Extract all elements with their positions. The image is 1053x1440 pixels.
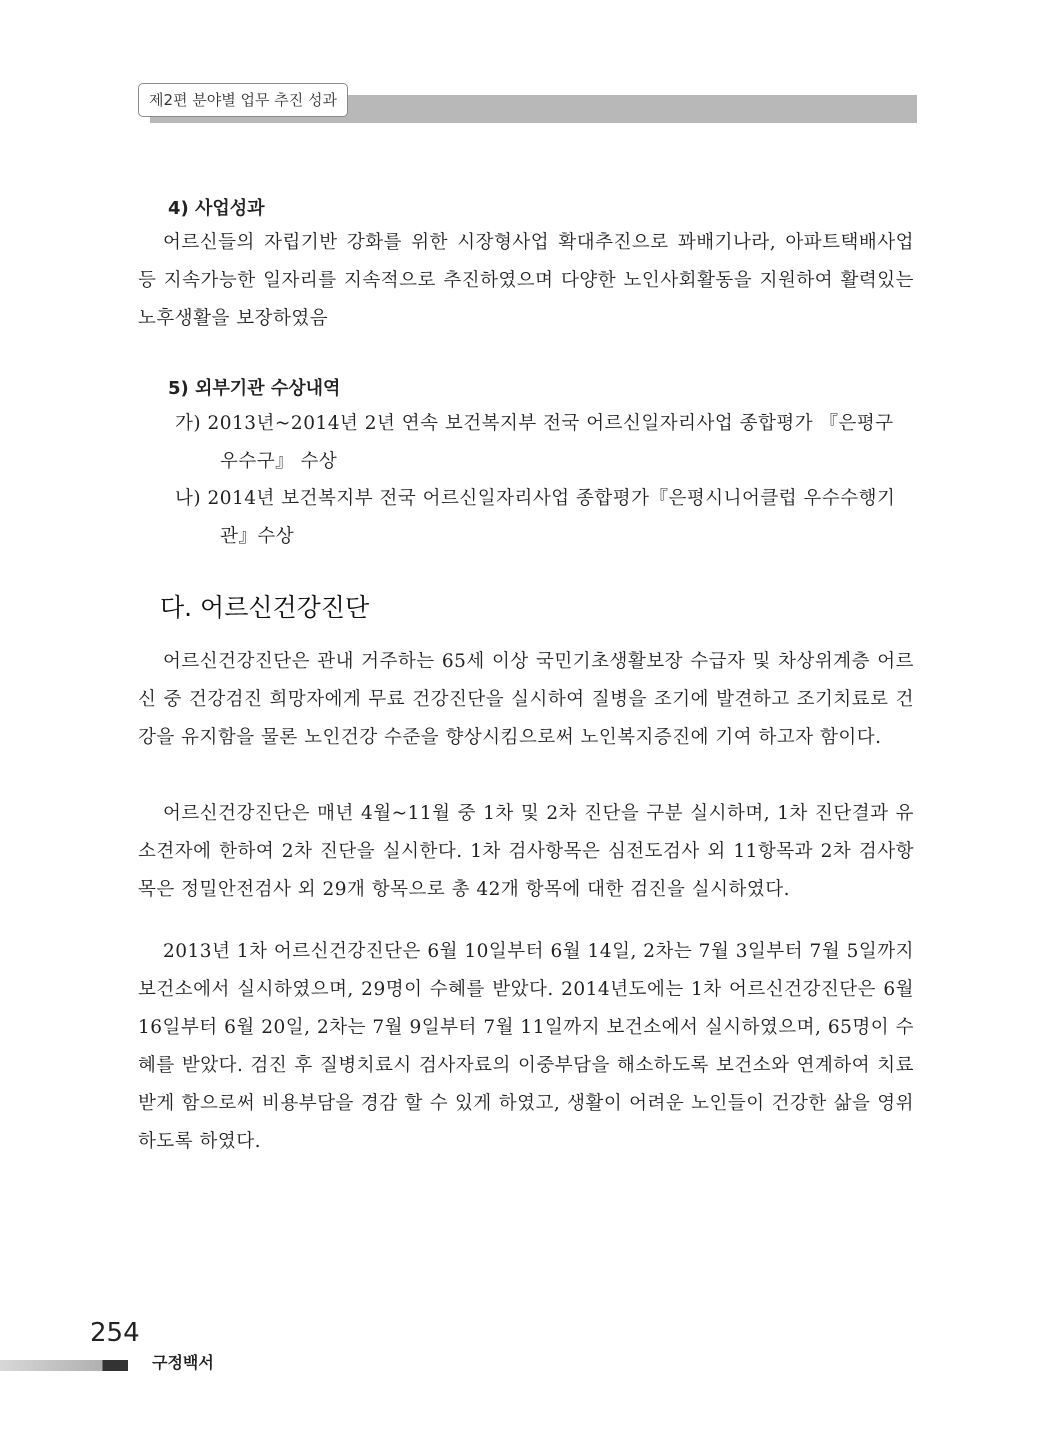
award-item-1: 가) 2013년~2014년 2년 연속 보건복지부 전국 어르신일자리사업 종합평가 『은평구 우수구』 수상 [175,413,894,472]
health-paragraph-3: 2013년 1차 어르신건강진단은 6월 10일부터 6월 14일, 2차는 7월 3일부터 7월 5일까지 보건소에서 실시하였으며, 29명이 수혜를 받았다. 2014년도에는 1차 어르신건강진단은 6월 16일부터 6월 20일, 2차는 7월 9일부터 7월 11일까지 보건소에서 실시하였으며, 65명이 수혜를 받았다. 검진 후 질병치료시 검사자료의 이중부담을 해소하도록 보건소와 연계하여 치료받게 함으로써 비용부담을 경감 할 수 있게 하였고, 생활이 어려운 노인들이 건강한 삶을 영위하도록 하였다. [138,941,914,1152]
section-4-title: 4) 사업성과 [168,198,265,219]
footer-bar [0,1360,128,1371]
health-paragraph-2: 어르신건강진단은 매년 4월~11월 중 1차 및 2차 진단을 구분 실시하며, 1차 진단결과 유소견자에 한하여 2차 진단을 실시한다. 1차 검사항목은 심전도검사 외 11항목과 2차 검사항목은 정밀안전검사 외 29개 항목으로 총 42개 항목에 대한 검진을 실시하였다. [138,803,914,900]
book-title: 구정백서 [152,1353,214,1372]
health-paragraph-1: 어르신건강진단은 관내 거주하는 65세 이상 국민기초생활보장 수급자 및 차상위계층 어르신 중 건강검진 희망자에게 무료 건강진단을 실시하여 질병을 조기에 발견하고 조기치료로 건강을 유지함을 물론 노인건강 수준을 향상시킴으로써 노인복지증진에 기여 하고자 함이다. [138,651,914,748]
section-5-title: 5) 외부기관 수상내역 [168,378,341,399]
chapter-header: 제2편 분야별 업무 추진 성과 [138,83,348,117]
section-4-body: 어르신들의 자립기반 강화를 위한 시장형사업 확대추진으로 꽈배기나라, 아파트택배사업 등 지속가능한 일자리를 지속적으로 추진하였으며 다양한 노인사회활동을 지원하여 활력있는 노후생활을 보장하였음 [138,232,914,329]
page-number: 254 [90,1318,140,1348]
section-da-title: 다. 어르신건강진단 [160,593,370,622]
award-item-2: 나) 2014년 보건복지부 전국 어르신일자리사업 종합평가『은평시니어클럽 우수수행기관』수상 [175,488,896,547]
